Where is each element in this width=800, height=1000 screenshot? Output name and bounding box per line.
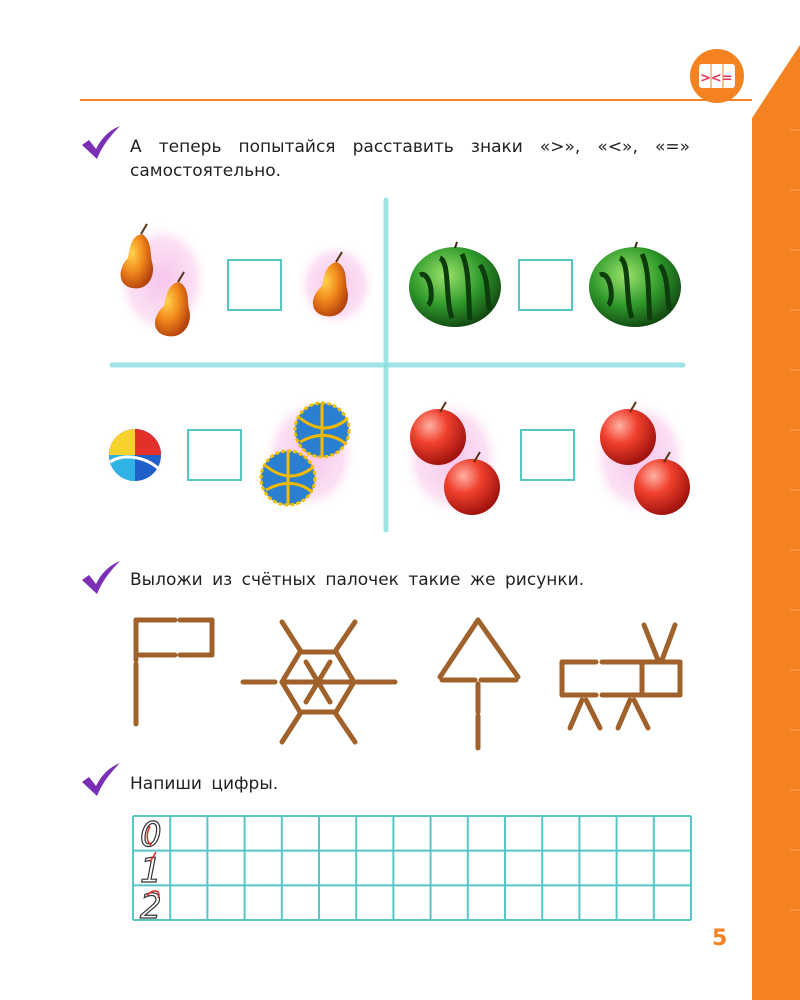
digit-sample-0: 0 [140,815,162,855]
digit-samples [140,815,162,927]
task2-instruction: Выложи из счётных палочек такие же рисунки. [130,570,585,590]
task1-instruction: А теперь попытайся расставить знаки «>», «<», «=» самостоятельно. [130,137,690,181]
page-number: 5 [712,926,728,951]
task3-instruction: Напиши цифры. [130,774,279,794]
digit-sample-2: 2 [140,887,162,927]
badge-text: ><= [700,71,733,86]
digit-sample-1: 1 [140,851,162,891]
